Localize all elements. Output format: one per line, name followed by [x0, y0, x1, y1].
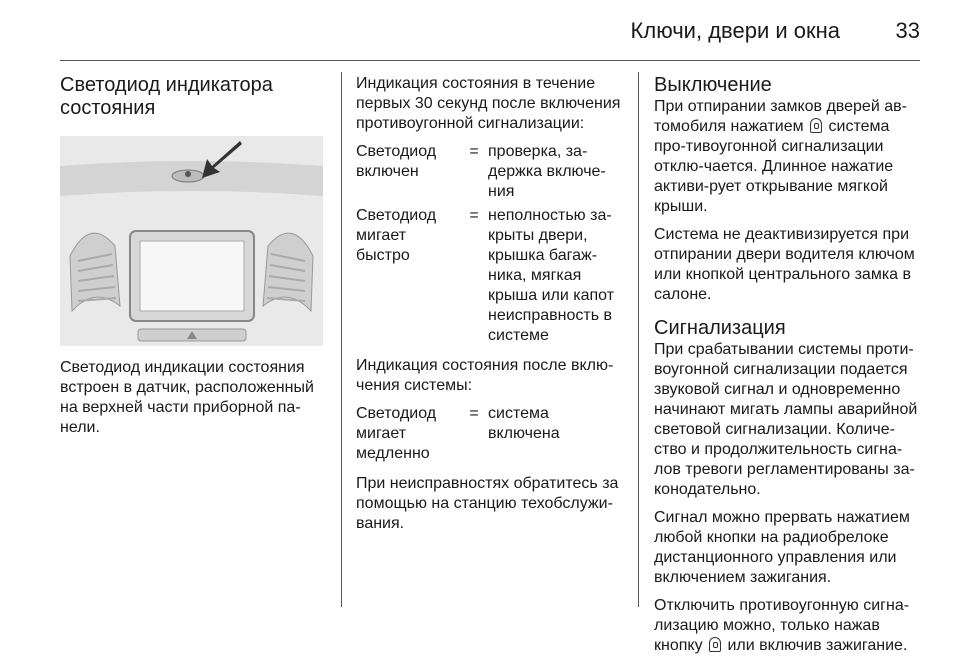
page-number: 33 — [895, 18, 920, 43]
alarm-paragraph-3 — [654, 596, 922, 656]
column-divider-1 — [341, 72, 342, 607]
column-2 — [356, 74, 624, 542]
section-heading-deactivation: Выключение — [654, 74, 772, 96]
deactivation-paragraph-1 — [654, 97, 922, 217]
header-rule — [60, 60, 920, 61]
after-activation-text: Индикация состояния после вклю-чения системы: — [356, 357, 614, 394]
equals-sign: = — [469, 143, 479, 160]
table-row — [356, 142, 624, 202]
unlock-key-icon — [709, 637, 721, 652]
status-table-after — [356, 404, 624, 464]
chapter-title: Ключи, двери и окна — [630, 18, 840, 43]
section-heading-status-led: Светодиод индикатора состояния — [60, 74, 273, 119]
deactivation-paragraph-2: Система не деактивизируется при отпирании двери водителя ключом или кнопкой центрального замка в салоне. — [654, 226, 915, 303]
led-state: Светодиод мигает быстро — [356, 207, 437, 264]
status-table-initial — [356, 142, 624, 346]
table-row — [356, 404, 624, 464]
led-state: Светодиод включен — [356, 143, 437, 180]
led-meaning: неполностью за-крыты двери, крышка багаж-ника, мягкая крыша или капот неисправность в системе — [488, 207, 615, 344]
led-meaning: система включена — [488, 405, 560, 442]
alarm-text-b: или включив зажигание. — [727, 637, 908, 654]
unlock-key-icon — [810, 118, 822, 133]
page-header — [60, 18, 920, 46]
figure-caption: Светодиод индикации состояния встроен в датчик, расположенный на верхней части приборной па-нели. — [60, 359, 314, 436]
deactivation-text-b: система про-тивоугонной сигнализации отклю-чается. Длинное нажатие активи-рует открывание мягкой крыши. — [654, 118, 894, 215]
led-state: Светодиод мигает медленно — [356, 405, 437, 462]
column-divider-2 — [638, 72, 639, 607]
equals-sign: = — [469, 207, 479, 224]
dashboard-drawing — [60, 136, 323, 346]
section-heading-alarm: Сигнализация — [654, 317, 786, 339]
equals-sign: = — [469, 405, 479, 422]
alarm-paragraph-2: Сигнал можно прервать нажатием любой кнопки на радиобрелоке дистанционного управления или включением зажигания. — [654, 509, 910, 586]
alarm-paragraph-1: При срабатывании системы проти-воугонной сигнализации подается звуковой сигнал и одновременно начинают мигать лампы аварийной световой сигнализации. Количе-ство и продолжительность сигна-лов тревоги регламентированы за-конодательно. — [654, 341, 918, 498]
intro-text: Индикация состояния в течение первых 30 секунд после включения противоугонной сигнализации: — [356, 75, 621, 132]
service-note: При неисправностях обратитесь за помощью на станцию техобслужи-вания. — [356, 475, 619, 532]
led-meaning: проверка, за-держка включе-ния — [488, 143, 606, 200]
column-1 — [60, 74, 325, 438]
dashboard-illustration — [60, 136, 323, 346]
deactivation-text-a: При отпирании замков дверей ав-томобиля нажатием — [654, 98, 907, 135]
table-row — [356, 206, 624, 346]
alarm-text-a: Отключить противоугонную сигна-лизацию можно, только нажав кнопку — [654, 597, 910, 654]
column-3 — [654, 74, 922, 664]
